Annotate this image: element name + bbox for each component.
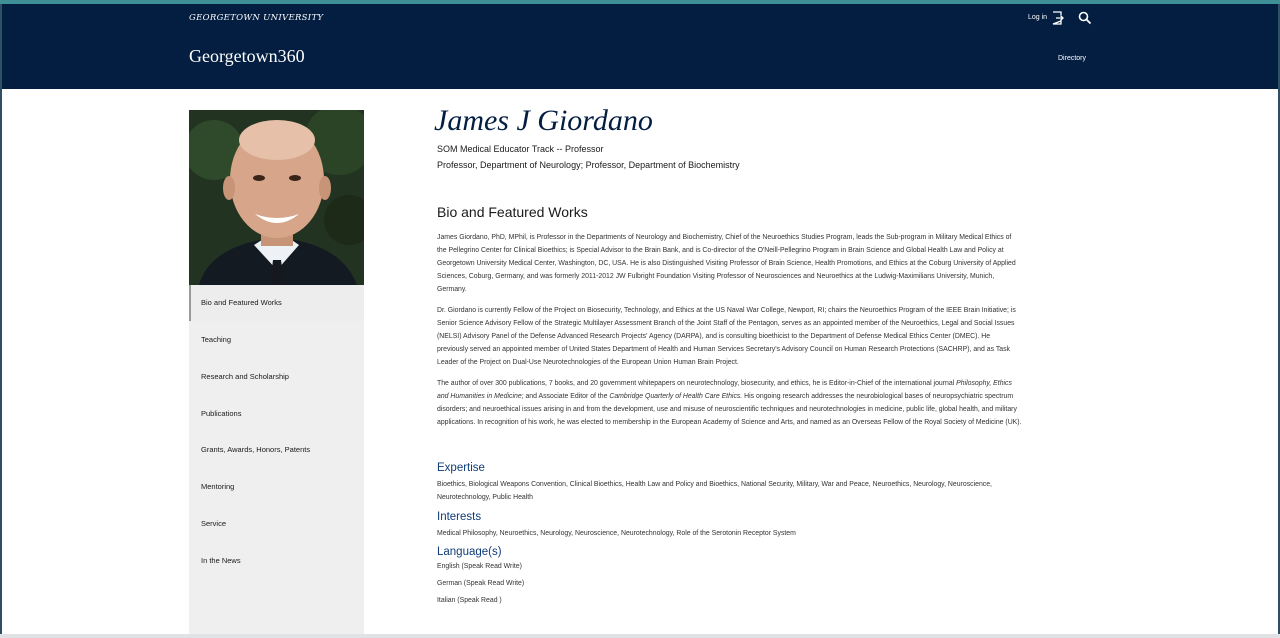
- login-link[interactable]: Log in: [1028, 14, 1048, 21]
- language-item: Italian (Speak Read ): [437, 597, 502, 604]
- bio-paragraph-2: Dr. Giordano is currently Fellow of the Project on Biosecurity, Technology, and Ethics at the US Naval War College, Newport, RI; chairs the Neuroethics Program of the IEEE Brain Initiative; is Senior Science Advisory Fellow of the Strategic Multilayer Assessment Branch of the Joint Staff of the Pentagon, serves as an appointed member of the Neuroethics, Legal and Social Issues (NELSI) Advisory Panel of the Defense Advanced Research Projects' Agency (DARPA), and is consulting bioethicist to the Department of Defense Medical Ethics Center (DMEC). He previously served an appointed member of United States Department of Health and Human Services Secretary's Advisory Council on Human Research Protections (SACHRP), and as Task Leader of the Project on Dual-Use Neurotechnologies of the European Union Human Brain Project.: [437, 307, 1016, 366]
- university-logo[interactable]: GEORGETOWN UNIVERSITY: [189, 13, 324, 23]
- site-header: [2, 4, 1278, 89]
- language-item: English (Speak Read Write): [437, 563, 522, 570]
- bio-paragraph-3: [437, 377, 1022, 429]
- sidebar-item-publications[interactable]: Publications: [201, 409, 242, 418]
- profile-name: James J Giordano: [434, 104, 653, 137]
- login-icon[interactable]: [1052, 11, 1064, 25]
- bio-heading: Bio and Featured Works: [437, 204, 588, 220]
- language-item: German (Speak Read Write): [437, 580, 525, 587]
- profile-photo: [189, 110, 364, 285]
- sidebar-item-bio[interactable]: Bio and Featured Works: [189, 285, 364, 321]
- journal-title-2: Cambridge Quarterly of Health Care Ethics.: [609, 393, 743, 400]
- profile-title-secondary: Professor, Department of Neurology; Professor, Department of Biochemistry: [437, 160, 740, 170]
- profile-sidebar-nav: [189, 285, 364, 634]
- sidebar-item-news[interactable]: In the News: [201, 556, 241, 565]
- sidebar-item-research[interactable]: Research and Scholarship: [201, 372, 289, 381]
- expertise-text: Bioethics, Biological Weapons Convention, Clinical Bioethics, Health Law and Policy and Bioethics, National Security, Military, War and Peace, Neuroethics, Neurology, Neuroscience, Neurotechnology, Public Health: [437, 481, 992, 501]
- sidebar-item-mentoring[interactable]: Mentoring: [201, 482, 235, 491]
- profile-title-primary: SOM Medical Educator Track -- Professor: [437, 144, 604, 154]
- interests-heading: Interests: [437, 511, 482, 523]
- journal-title: Philosophy, Ethics and Humanities in Medicine;: [437, 380, 1012, 400]
- sidebar-item-teaching[interactable]: Teaching: [201, 335, 232, 344]
- search-icon[interactable]: [1078, 11, 1092, 25]
- sidebar-item-service[interactable]: Service: [201, 519, 227, 528]
- bio-paragraph-1: James Giordano, PhD, MPhil, is Professor in the Departments of Neurology and Biochemistry, Chief of the Neuroethics Studies Program, leads the Sub-program in Military Medical Ethics of the Pellegrino Center for Clinical Bioethics; is Special Advisor to the Brain Bank, and is Co-director of the O'Neill-Pellegrino Program in Brain Science and Global Health Law and Policy at Georgetown University Medical Center, Washington, DC, USA. He is also Distinguished Visiting Professor of Brain Science, Health Promotions, and Ethics at the Coburg University of Applied Sciences, Coburg, Germany, and was formerly 2011-2012 JW Fulbright Foundation Visiting Professor of Neurosciences and Neuroethics at the Ludwig-Maximilians University, Munich, Germany.: [437, 234, 1016, 293]
- browser-viewport: [2, 4, 1278, 634]
- sidebar-item-grants[interactable]: Grants, Awards, Honors, Patents: [201, 445, 311, 454]
- bio-p3-text-e: His ongoing research addresses the neurobiological bases of neuropsychiatric spectrum disorders; and neuroethical issues arising in and from the development, use and misuse of neuroscientific techniques and neurotechnologies in medicine, public life, global health, and military applications. In recognition of his work, he was elected to membership in the European Academy of Science and Arts, and named as an Overseas Fellow of the Royal Society of Medicine (UK).: [437, 393, 1022, 426]
- bio-p3-text-a: The author of over 300 publications, 7 books, and 20 government whitepapers on neurotechnology, biosecurity, and ethics, he is Editor-in-Chief of the international journal: [437, 380, 957, 387]
- interests-text: Medical Philosophy, Neuroethics, Neurology, Neuroscience, Neurotechnology, Role of the Serotonin Receptor System: [437, 530, 796, 537]
- bottom-strip: [0, 634, 1280, 638]
- expertise-heading: Expertise: [437, 462, 485, 474]
- bio-p3-text-c: and Associate Editor of the: [523, 393, 610, 400]
- languages-heading: Language(s): [437, 546, 502, 558]
- directory-link[interactable]: Directory: [1058, 55, 1087, 62]
- site-name[interactable]: Georgetown360: [189, 46, 305, 66]
